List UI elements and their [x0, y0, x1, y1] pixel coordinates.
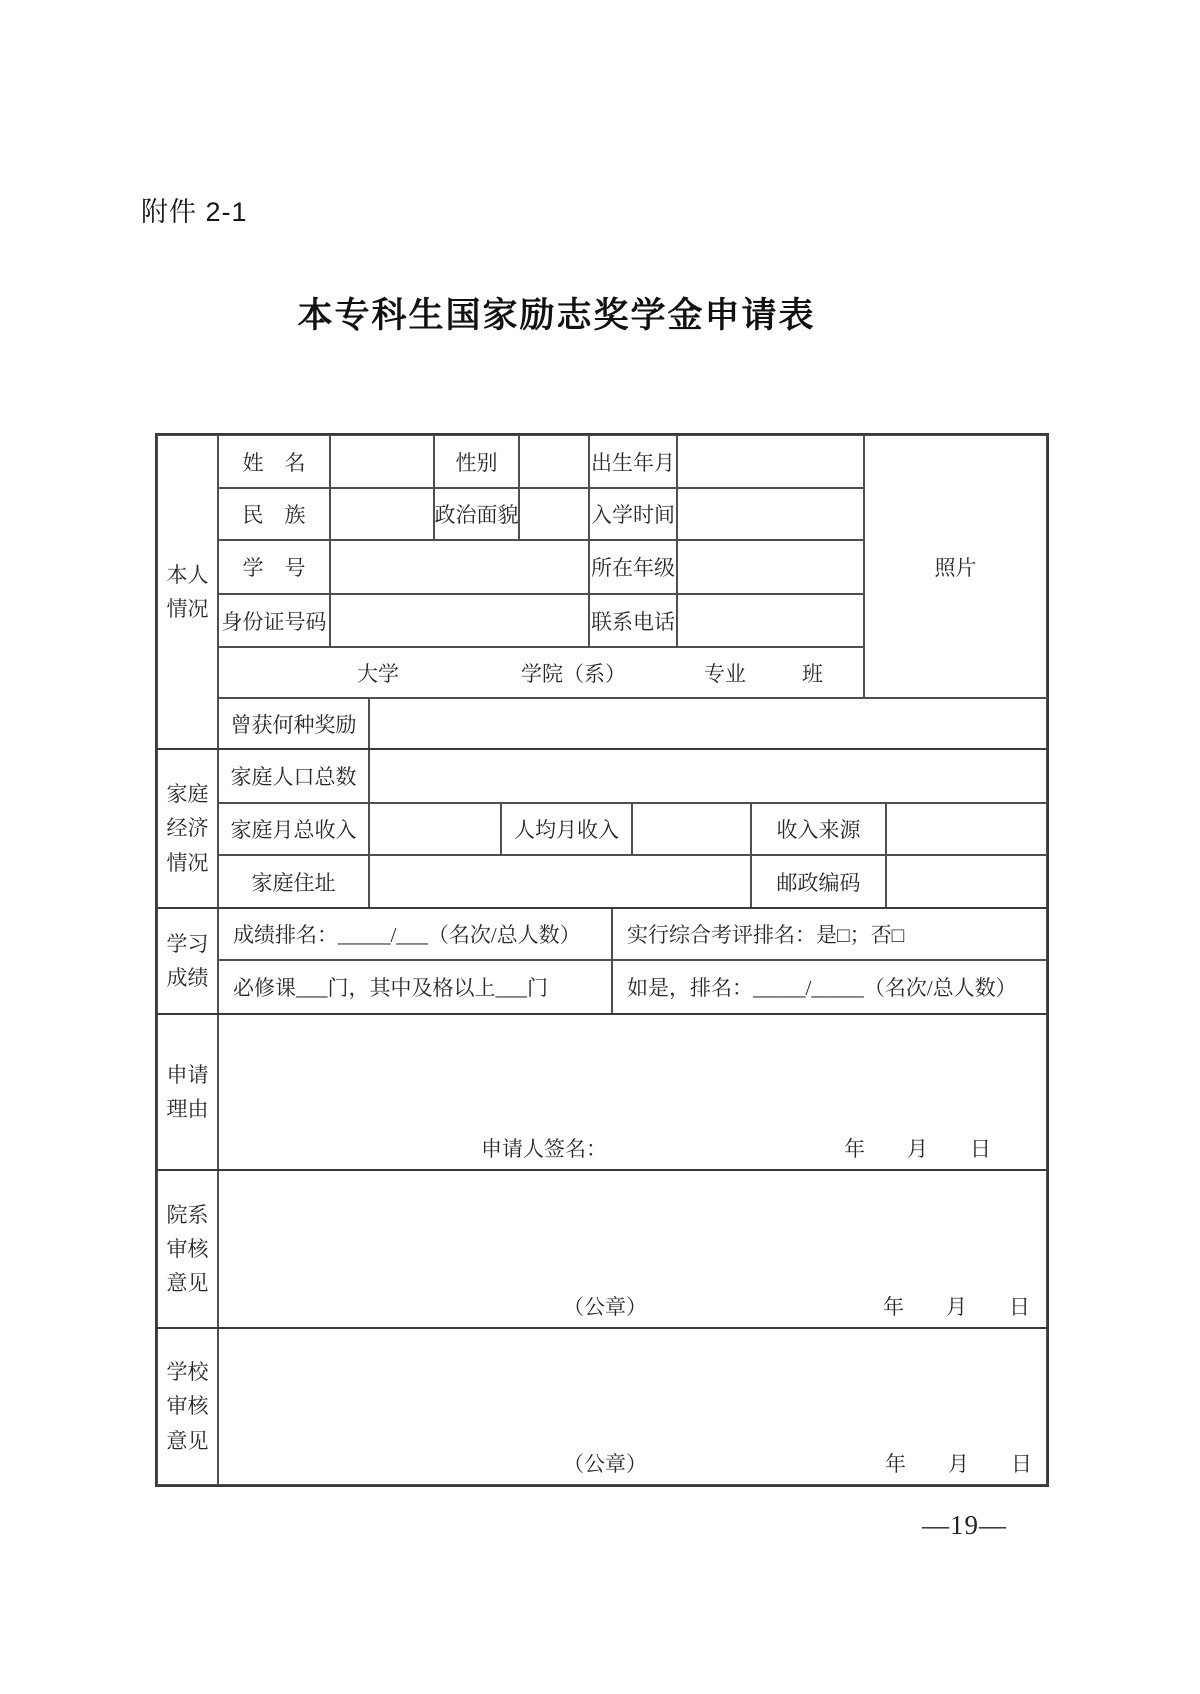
- rank-text-cell: 成绩排名：_____/___（名次/总人数）: [218, 908, 612, 960]
- income-source-label-cell: 收入来源: [751, 803, 886, 855]
- family-population-value-cell: [369, 749, 1047, 803]
- dept-review-footer: [219, 1291, 1046, 1321]
- name-value-cell: [330, 435, 434, 488]
- address-label-cell: 家庭住址: [218, 855, 369, 908]
- applicant-signature-label: 申请人签名：: [481, 1137, 607, 1161]
- family-population-label-cell: 家庭人口总数: [218, 749, 369, 803]
- major-label: 专业: [704, 661, 746, 686]
- divider-family-academic: [157, 907, 1047, 909]
- course-text-cell: 必修课___门，其中及格以上___门: [218, 960, 612, 1014]
- page-title: 本专科生国家励志奖学金申请表: [297, 296, 816, 335]
- monthly-income-value-cell: [369, 803, 501, 855]
- photo-cell: 照片: [864, 435, 1047, 698]
- grade-label-cell: 所在年级: [589, 540, 677, 594]
- university-label: 大学: [357, 661, 399, 686]
- gender-value-cell: [519, 435, 589, 488]
- page-number: —19—: [922, 1510, 1007, 1540]
- school-seal-label: （公章）: [563, 1452, 647, 1476]
- ifyes-text-cell: 如是，排名：_____/_____（名次/总人数）: [612, 960, 1047, 1014]
- percapita-label-cell: 人均月收入: [501, 803, 632, 855]
- divider-apply-dept: [157, 1169, 1047, 1171]
- percapita-value-cell: [632, 803, 751, 855]
- awards-label-cell: 曾获何种奖励: [218, 698, 369, 749]
- ethnic-label-cell: 民 族: [218, 488, 330, 540]
- section-personal: [157, 435, 218, 749]
- political-value-cell: [519, 488, 589, 540]
- application-form-table: [155, 433, 1049, 1487]
- ethnic-value-cell: [330, 488, 434, 540]
- monthly-income-label-cell: 家庭月总收入: [218, 803, 369, 855]
- student-no-value-cell: [330, 540, 589, 594]
- address-value-cell: [369, 855, 751, 908]
- school-review-footer: [219, 1448, 1046, 1478]
- gender-label-cell: 性别: [434, 435, 519, 488]
- name-label-cell: 姓 名: [218, 435, 330, 488]
- postal-label-cell: 邮政编码: [751, 855, 886, 908]
- phone-value-cell: [677, 594, 864, 647]
- section-apply-label: 申请理由: [166, 1062, 209, 1121]
- title-wrap: [155, 288, 958, 338]
- section-family: [157, 749, 218, 908]
- attachment-label: 附件 2-1: [141, 197, 248, 227]
- apply-reason-footer: [219, 1133, 1046, 1163]
- birth-label-cell: 出生年月: [589, 435, 677, 488]
- enroll-value-cell: [677, 488, 864, 540]
- section-dept-review: [157, 1170, 218, 1328]
- id-number-label-cell: 身份证号码: [218, 594, 330, 647]
- apply-date-line: 年 月 日: [844, 1137, 991, 1161]
- divider-academic-apply: [157, 1013, 1047, 1015]
- eval-text-cell: 实行综合考评排名：是□；否□: [612, 908, 1047, 960]
- section-school-review-label: 学校审核意见: [166, 1360, 209, 1453]
- school-date-line: 年 月 日: [885, 1452, 1032, 1476]
- dept-seal-label: （公章）: [563, 1295, 647, 1319]
- dept-date-line: 年 月 日: [883, 1295, 1030, 1319]
- section-personal-label: 本人情况: [166, 562, 209, 621]
- student-no-label-cell: 学 号: [218, 540, 330, 594]
- section-academic-label: 学习成绩: [166, 931, 209, 990]
- income-source-value-cell: [886, 803, 1047, 855]
- section-school-review: [157, 1328, 218, 1485]
- postal-value-cell: [886, 855, 1047, 908]
- birth-value-cell: [677, 435, 864, 488]
- section-academic: [157, 908, 218, 1014]
- school-line-cell: [218, 647, 864, 698]
- divider-personal-family: [157, 748, 1047, 750]
- section-apply: [157, 1014, 218, 1170]
- id-number-value-cell: [330, 594, 589, 647]
- phone-label-cell: 联系电话: [589, 594, 677, 647]
- divider-dept-school: [157, 1327, 1047, 1329]
- college-label: 学院（系）: [521, 661, 626, 686]
- class-label: 班: [802, 661, 823, 686]
- dept-review-cell: [218, 1170, 1047, 1328]
- awards-value-cell: [369, 698, 1047, 749]
- enroll-label-cell: 入学时间: [589, 488, 677, 540]
- apply-reason-cell: [218, 1014, 1047, 1170]
- school-review-cell: [218, 1328, 1047, 1485]
- section-family-label: 家庭经济情况: [166, 782, 209, 875]
- grade-value-cell: [677, 540, 864, 594]
- section-dept-review-label: 院系审核意见: [166, 1202, 209, 1295]
- political-label-cell: 政治面貌: [434, 488, 519, 540]
